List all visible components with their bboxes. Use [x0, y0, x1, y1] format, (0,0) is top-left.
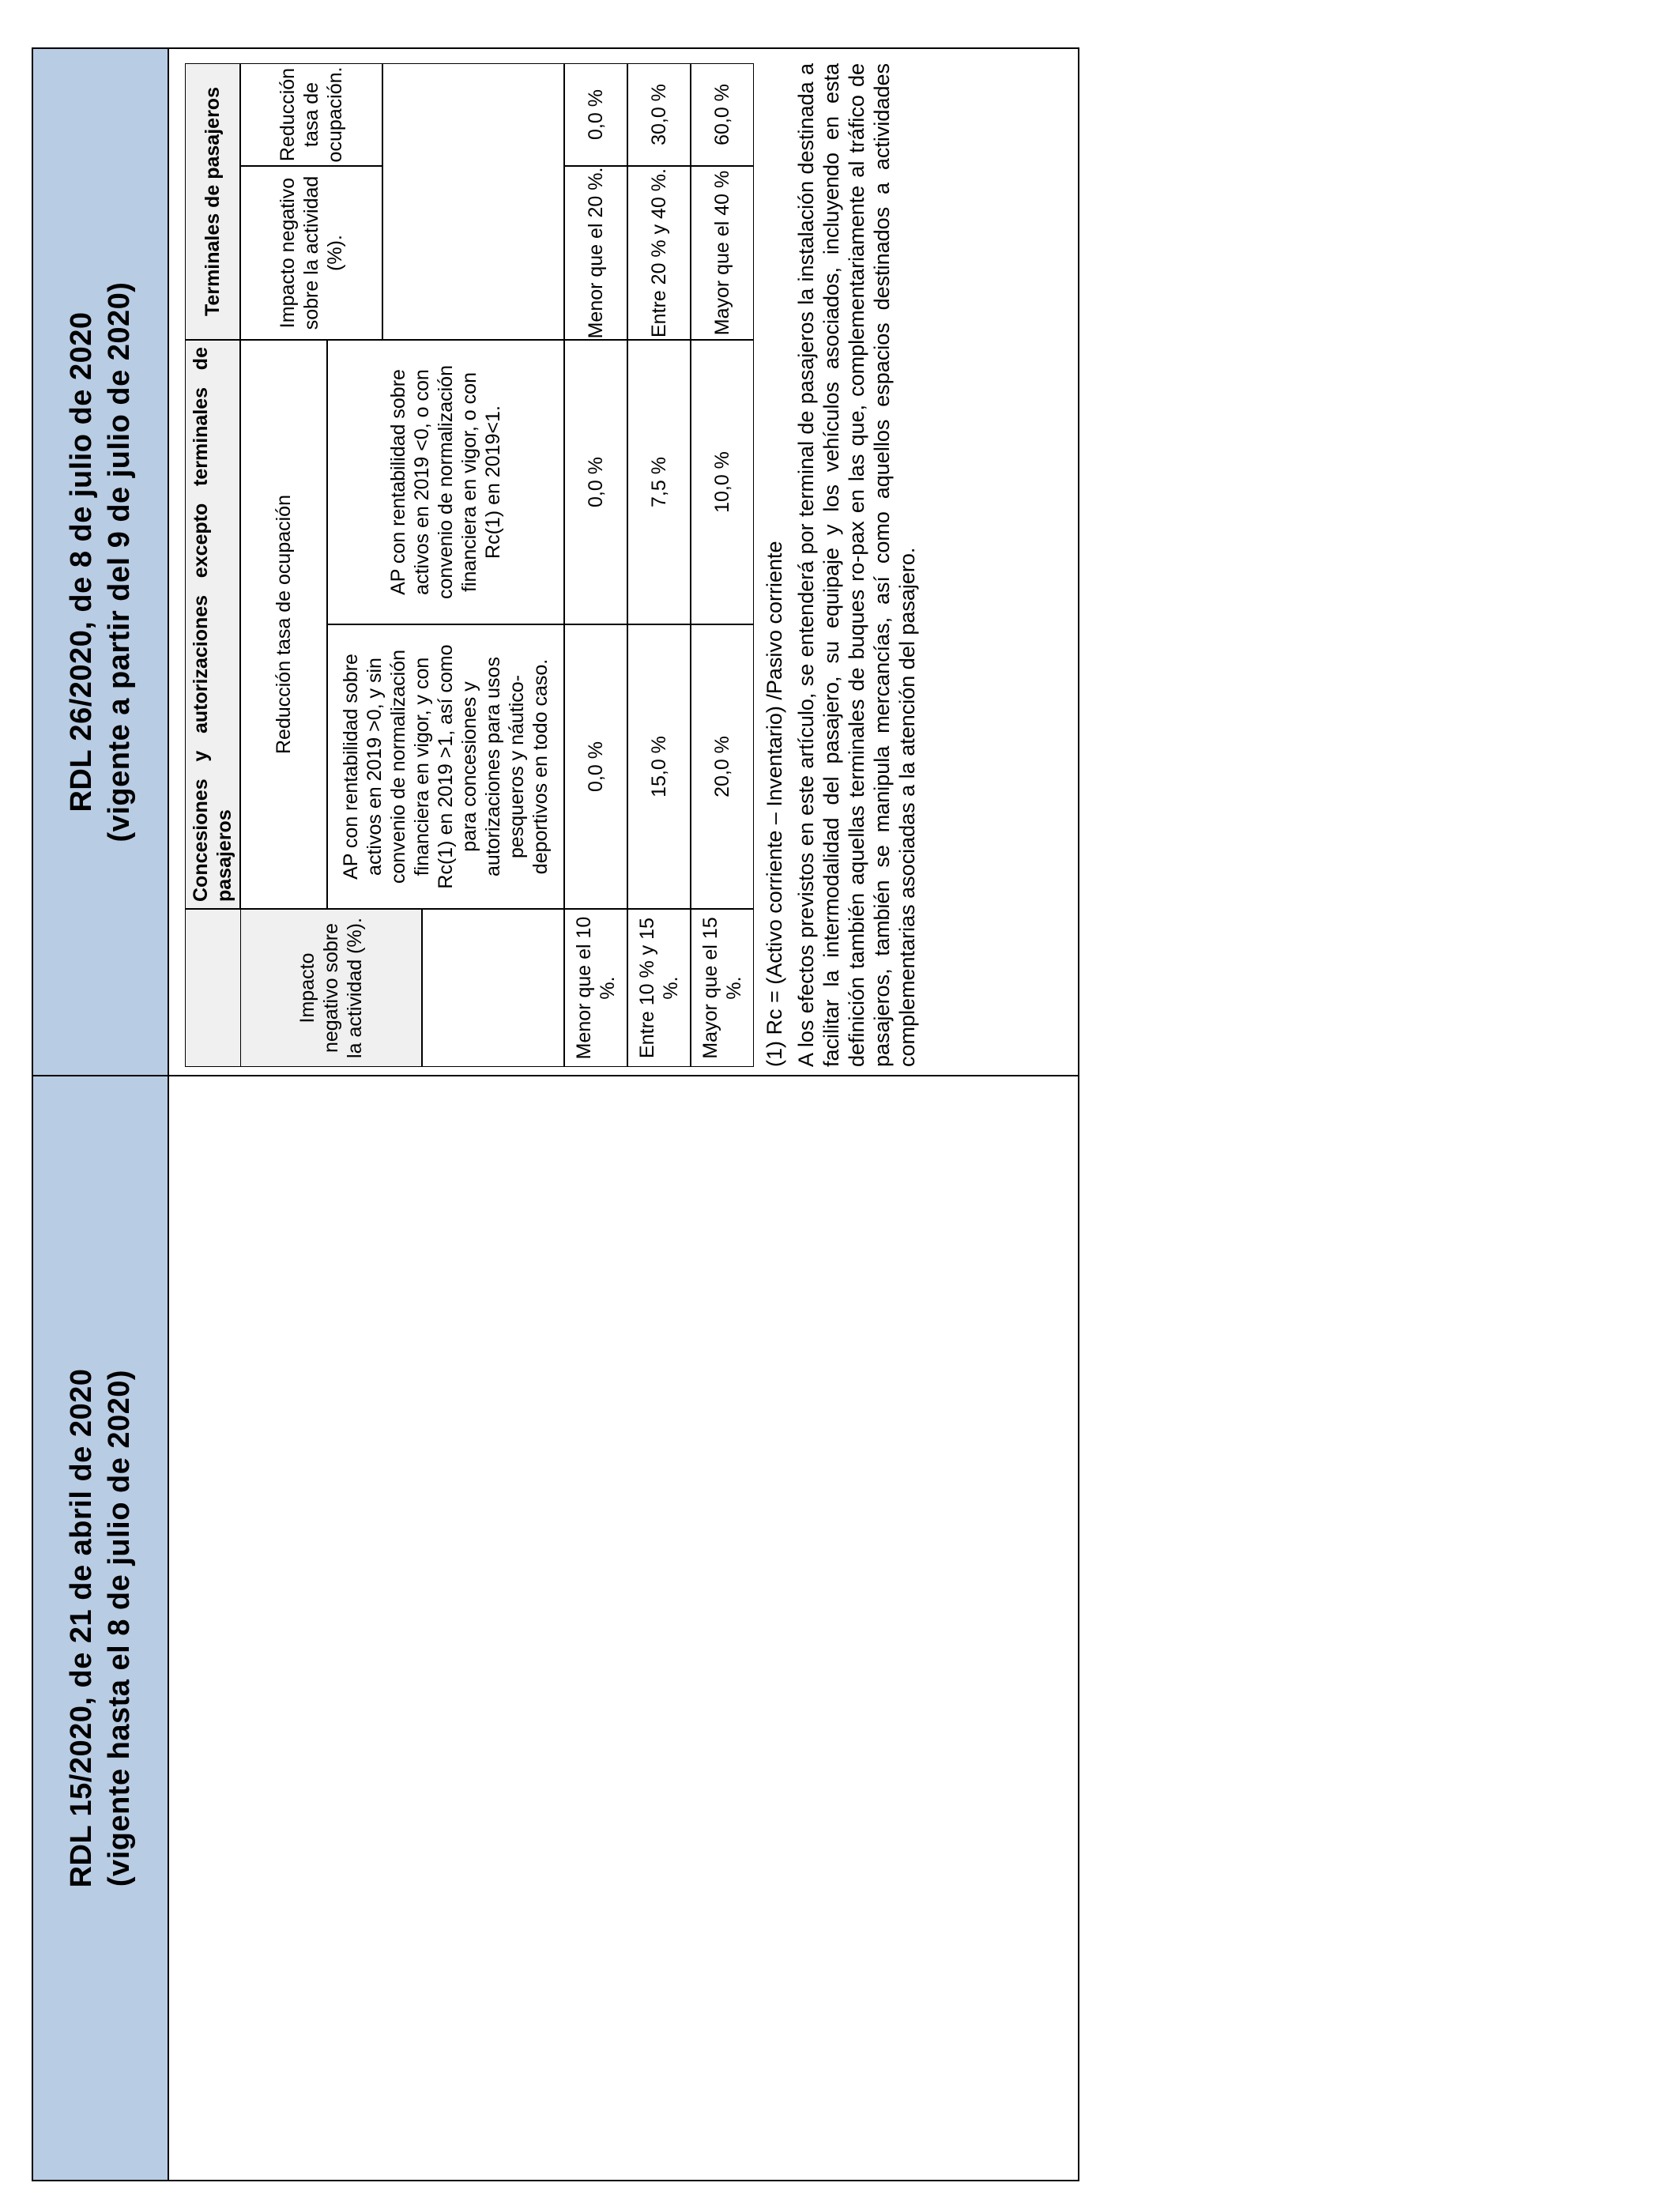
row1-impact: Menor que el 10 %.	[564, 909, 627, 1067]
terminal-impact-header: Impacto negativo sobre la actividad (%).	[240, 166, 382, 340]
footnote: (1) Rc = (Activo corriente – Inventario) /Pasivo corriente	[763, 541, 786, 1067]
group1-title: Concesiones y autorizaciones excepto terminales de pasajeros	[185, 340, 240, 909]
right-column-body	[169, 47, 1079, 1075]
definition-paragraph: A los efectos previstos en este artículo, se entenderá por terminal de pasajeros la instalación destinada a facilitar la intermodalidad del pasajero, su equipaje y los vehículos asociados, incluyendo en esta definición también aquellas terminales de buques ro-pax en las que, complementariamente al tráfico de pasajeros, también se manipula mercancías, así como aquellos espacios destinados a actividades complementarias asociadas a la atención del pasajero.	[794, 63, 919, 1067]
left-column-body	[169, 1075, 1079, 2181]
row2-b: 7,5 %	[627, 340, 691, 624]
row3-a: 20,0 %	[691, 624, 754, 909]
reduction-table	[185, 63, 841, 1067]
header-row	[32, 47, 169, 2181]
impact-header: Impacto negativo sobre la actividad (%).	[240, 909, 422, 1067]
row2-impact: Entre 10 % y 15 %.	[627, 909, 691, 1067]
right-header-title: RDL 26/2020, de 8 de julio de 2020	[65, 311, 98, 812]
row2-t-red: 30,0 %	[627, 63, 691, 166]
right-header-subtitle: (vigente a partir del 9 de julio de 2020)	[103, 281, 136, 843]
rotated-page	[32, 47, 1079, 2181]
row1-t-red: 0,0 %	[564, 63, 627, 166]
row1-b: 0,0 %	[564, 340, 627, 624]
left-column-header	[32, 1075, 169, 2181]
row3-t-impact: Mayor que el 40 %	[691, 166, 754, 340]
row2-a: 15,0 %	[627, 624, 691, 909]
row1-a: 0,0 %	[564, 624, 627, 909]
col-b-header: AP con rentabilidad sobre activos en 2019 <0, o con convenio de normalización financiera en vigor, o con Rc(1) en 2019<1.	[327, 340, 564, 624]
row2-t-impact: Entre 20 % y 40 %.	[627, 166, 691, 340]
blank-terminal-cell	[382, 63, 564, 340]
row3-b: 10,0 %	[691, 340, 754, 624]
left-header-subtitle: (vigente hasta el 8 de julio de 2020)	[103, 1369, 136, 1887]
col-a-header: AP con rentabilidad sobre activos en 2019 >0, y sin convenio de normalización financiera en vigor, y con Rc(1) en 2019 >1, así como para concesiones y autorizaciones para usos pesqueros y náutico-deportivos en todo caso.	[327, 624, 564, 909]
terminal-reduction-header: Reducción tasa de ocupación.	[240, 63, 382, 166]
right-column-header	[32, 47, 169, 1075]
row3-t-red: 60,0 %	[691, 63, 754, 166]
body-row	[169, 47, 1079, 2181]
row1-t-impact: Menor que el 20 %.	[564, 166, 627, 340]
group2-title: Terminales de pasajeros	[185, 63, 240, 340]
row3-impact: Mayor que el 15 %.	[691, 909, 754, 1067]
left-header-title: RDL 15/2020, de 21 de abril de 2020	[65, 1368, 98, 1888]
blank-cell	[422, 909, 564, 1067]
reduction-header: Reducción tasa de ocupación	[240, 340, 327, 909]
